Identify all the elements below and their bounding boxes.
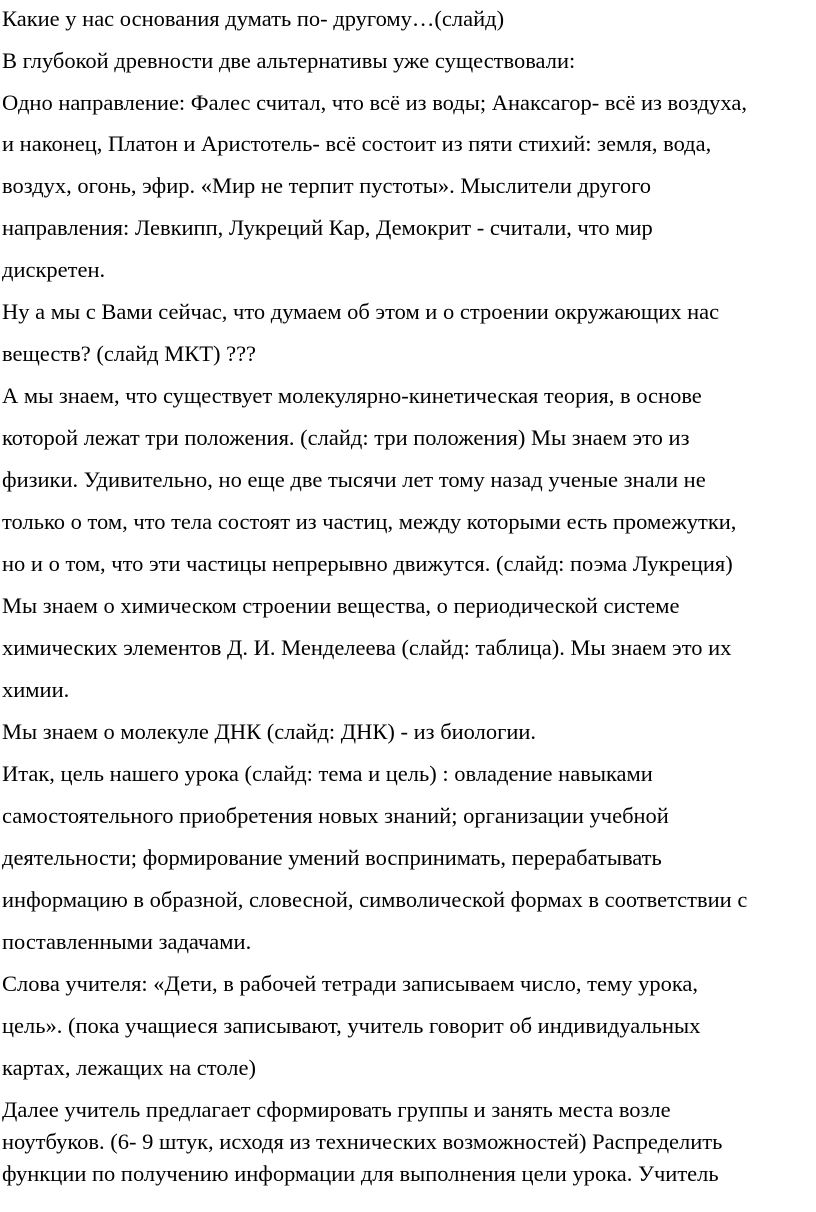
text-line-21: деятельности; формирование умений воспринимать, перерабатывать	[2, 845, 662, 870]
text-line-22: информацию в образной, словесной, символической формах в соответствии с	[2, 887, 748, 912]
text-line-17: химии.	[2, 677, 70, 702]
text-line-27: Далее учитель предлагает сформировать группы и занять места возле	[2, 1097, 671, 1122]
text-line-25: цель». (пока учащиеся записывают, учитель говорит об индивидуальных	[2, 1013, 701, 1038]
text-line-26: картах, лежащих на столе)	[2, 1055, 256, 1080]
text-line-5: воздух, огонь, эфир. «Мир не терпит пустоты». Мыслители другого	[2, 173, 651, 198]
text-line-20: самостоятельного приобретения новых знаний; организации учебной	[2, 803, 669, 828]
text-line-15: Мы знаем о химическом строении вещества, о периодической системе	[2, 593, 680, 618]
text-line-1: Какие у нас основания думать по- другому…(слайд)	[2, 6, 505, 31]
text-line-8: Ну а мы с Вами сейчас, что думаем об этом и о строении окружающих нас	[2, 299, 720, 324]
text-line-16: химических элементов Д. И. Менделеева (слайд: таблица). Мы знаем это их	[2, 635, 732, 660]
text-line-7: дискретен.	[2, 257, 106, 282]
text-line-13: только о том, что тела состоят из частиц, между которыми есть промежутки,	[2, 509, 737, 534]
text-line-2: В глубокой древности две альтернативы уже существовали:	[2, 48, 576, 73]
text-line-14: но и о том, что эти частицы непрерывно движутся. (слайд: поэма Лукреция)	[2, 551, 733, 576]
text-line-23: поставленными задачами.	[2, 929, 252, 954]
text-line-9: веществ? (слайд МКТ) ???	[2, 341, 257, 366]
text-line-10: А мы знаем, что существует молекулярно-кинетическая теория, в основе	[2, 383, 702, 408]
text-line-3: Одно направление: Фалес считал, что всё из воды; Анаксагор- всё из воздуха,	[2, 90, 747, 115]
text-line-24: Слова учителя: «Дети, в рабочей тетради записываем число, тему урока,	[2, 971, 699, 996]
text-line-11: которой лежат три положения. (слайд: три положения) Мы знаем это из	[2, 425, 690, 450]
text-line-12: физики. Удивительно, но еще две тысячи лет тому назад ученые знали не	[2, 467, 706, 492]
text-line-18: Мы знаем о молекуле ДНК (слайд: ДНК) - из биологии.	[2, 719, 537, 744]
text-line-28: ноутбуков. (6- 9 штук, исходя из технических возможностей) Распределить	[2, 1129, 723, 1154]
text-line-29: функции по получению информации для выполнения цели урока. Учитель	[2, 1161, 719, 1186]
text-line-19: Итак, цель нашего урока (слайд: тема и цель) : овладение навыками	[2, 761, 653, 786]
text-line-6: направления: Левкипп, Лукреций Кар, Демокрит - считали, что мир	[2, 215, 653, 240]
text-line-4: и наконец, Платон и Аристотель- всё состоит из пяти стихий: земля, вода,	[2, 131, 712, 156]
